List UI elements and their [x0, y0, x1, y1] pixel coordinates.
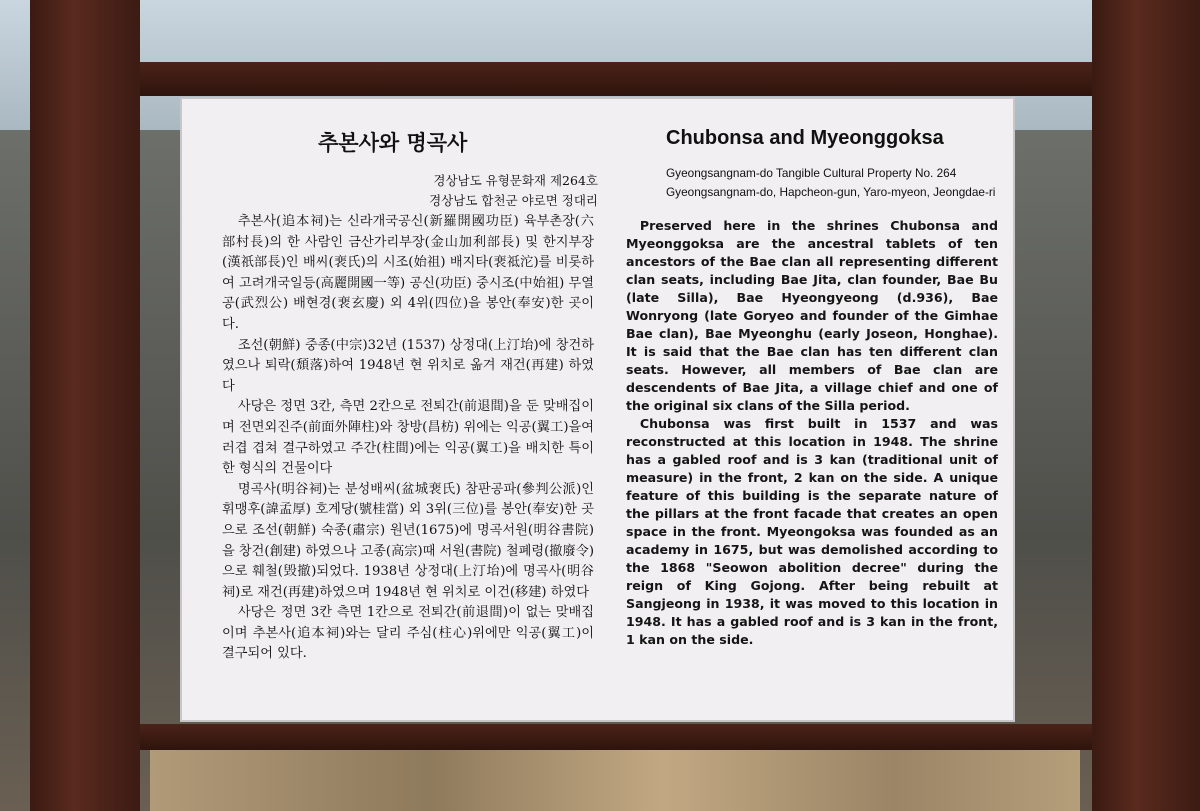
english-location: Gyeongsangnam-do, Hapcheon-gun, Yaro-myeon, Jeongdae-ri [666, 185, 996, 199]
frame-left-post [30, 0, 140, 811]
korean-paragraph: 조선(朝鮮) 중종(中宗)32년 (1537) 상정대(上汀坮)에 창건하였으나 퇴락(頹落)하여 1948년 현 위치로 옮겨 재건(再建) 하였다 [222, 337, 594, 394]
stone-base [150, 740, 1080, 811]
korean-paragraph: 추본사(追本祠)는 신라개국공신(新羅開國功臣) 육부촌장(六部村長)의 한 사람인 금산가리부장(金山加利部長) 및 한지부장(漢祇部長)인 배씨(裵氏)의 시조(始祖) 배지타(裵祗沱)를 비롯하여 고려개국일등(高麗開國一等) 공신(功臣) 중시조(中始祖) 무열공(武烈公) 배현경(裵玄慶) 외 4위(四位)을 봉안(奉安)한 곳이다. [222, 214, 594, 332]
frame-right-post [1092, 0, 1200, 811]
frame-top-beam [110, 62, 1110, 96]
korean-location: 경상남도 합천군 야로면 정대리 [429, 193, 598, 208]
english-paragraph: Preserved here in the shrines Chubonsa and Myeonggoksa are the ancestral tablets of ten ancestors of the Bae clan all representing different clan seats, including Bae Jita, clan founder, Bae Bu (late Silla), Bae Hyeongyeong (d.936), Bae Wonryong (late Goryeo and founder of the Gimhae Bae clan), Bae Myeonghu (early Joseon, Honghae). It is said that the Bae clan has ten different clan seats. However, all members of Bae clan are descendents of Bae Jita, a village chief and one of the original six clans of the Silla period. [626, 218, 998, 413]
english-title: Chubonsa and Myeonggoksa [666, 127, 944, 149]
korean-paragraph: 명곡사(明谷祠)는 분성배씨(盆城裵氏) 참판공파(參判公派)인 휘맹후(諱孟厚) 호계당(號桂當) 외 3위(三位)를 봉안(奉安)한 곳으로 조선(朝鮮) 숙종(肅宗) 원년(1675)에 명곡서원(明谷書院)을 창건(創建) 하였으나 고종(高宗)때 서원(書院) 철폐령(撤廢令)으로 훼철(毁撤)되었다. 1938년 상정대(上汀坮)에 명곡사(明谷祠)로 재건(再建)하였으며 1948년 현 위치로 이건(移建) 하였다 [222, 481, 594, 600]
korean-property-number: 경상남도 유형문화재 제264호 [433, 173, 598, 188]
english-body [626, 217, 998, 649]
korean-paragraph: 사당은 정면 3칸, 측면 2칸으로 전퇴간(前退間)을 둔 맞배집이며 전면외진주(前面外陣柱)와 창방(昌枋) 위에는 익공(翼工)을여러겹 겹쳐 결구하였고 주간(柱間)에는 익공(翼工)을 배치한 특이한 형식의 건물이다 [222, 399, 594, 477]
sign-panel [180, 97, 1015, 722]
korean-title: 추본사와 명곡사 [318, 131, 468, 155]
korean-body [222, 212, 594, 665]
frame-bottom-beam [110, 724, 1110, 750]
english-property-number: Gyeongsangnam-do Tangible Cultural Property No. 264 [666, 166, 957, 180]
english-paragraph: Chubonsa was first built in 1537 and was reconstructed at this location in 1948. The shrine has a gabled roof and is 3 kan (traditional unit of measure) in the front, 2 kan on the side. A unique feature of this building is the separate nature of the pillars at the front facade that creates an open space in the front. Myeongoksa was founded as an academy in 1675, but was demolished according to the 1868 "Seowon abolition decree" during the reign of King Gojong. After being rebuilt at Sangjeong in 1938, it was moved to this location in 1948. It has a gabled roof and is 3 kan in the front, 1 kan on the side. [626, 416, 998, 647]
korean-paragraph: 사당은 정면 3칸 측면 1칸으로 전퇴간(前退間)이 없는 맞배집이며 추본사(追本祠)와는 달리 주심(柱心)위에만 익공(翼工)이 결구되어 있다. [222, 605, 594, 662]
